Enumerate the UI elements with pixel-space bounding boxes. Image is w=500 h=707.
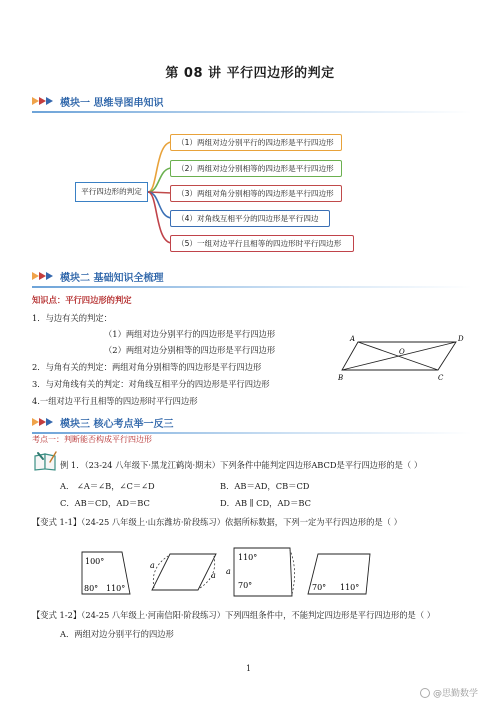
side-label: a	[150, 561, 155, 570]
knowledge-item: 1．与边有关的判定：	[32, 313, 112, 323]
knowledge-item: （2）两组对边分别相等的四边形是平行四边形	[104, 345, 276, 355]
knowledge-item: 2．与角有关的判定：两组对角分别相等的四边形是平行四边形	[32, 362, 262, 372]
triple-arrow-icon	[32, 416, 54, 428]
vertex-label-b: B	[338, 374, 344, 382]
watermark	[420, 686, 478, 699]
mindmap-branch-1: （1）两组对边分别平行的四边形是平行四边形	[170, 134, 342, 151]
example-1-stem: 例 1．（23-24 八年级下·黑龙江鹤岗·期末）下列条件中能判定四边形ABCD是平行四边形的是（ ）	[60, 460, 423, 470]
angle-label: 110°	[106, 584, 126, 593]
page-number: 1	[246, 664, 252, 673]
mindmap-branch-3: （3）两组对角分别相等的四边形是平行四边形	[170, 185, 342, 202]
angle-label: 100°	[85, 557, 105, 566]
kaodian-title: 考点一：判断能否构成平行四边形	[32, 435, 152, 444]
variant-1-1-stem: 【变式 1-1】（24-25 八年级上·山东潍坊·阶段练习）依据所标数据，下列一定为平行四边形的是（ ）	[32, 517, 402, 527]
side-label: a	[211, 571, 216, 580]
knowledge-item: 3．与对角线有关的判定：对角线互相平分的四边形是平行四边形	[32, 379, 270, 389]
mindmap-branch-5: （5）一组对边平行且相等的四边形时平行四边形	[170, 235, 354, 252]
knowledge-item: （1）两组对边分别平行的四边形是平行四边形	[104, 329, 276, 339]
page-title: 第 08 讲 平行四边形的判定	[165, 66, 335, 81]
module-1-label: 模块一 思维导图串知识	[60, 97, 164, 109]
variant-figure-a	[76, 540, 136, 596]
module-3-header	[32, 414, 173, 430]
triple-arrow-icon	[32, 270, 54, 282]
vertex-label-d: D	[458, 335, 464, 343]
knowledge-point-title: 知识点：平行四边形的判定	[32, 295, 132, 305]
angle-label: 80°	[84, 584, 99, 593]
vertex-label-a: A	[350, 335, 356, 343]
module-2-underline	[32, 286, 472, 288]
example-1-option-c: C．AB＝CD，AD＝BC	[60, 498, 150, 508]
knowledge-item: 4.一组对边平行且相等的四边形时平行四边形	[32, 396, 198, 406]
example-1-option-d: D．AB ∥ CD，AD＝BC	[220, 498, 311, 508]
angle-label: 110°	[340, 583, 360, 592]
variant-1-2-stem: 【变式 1-2】（24-25 八年级上·河南信阳·阶段练习）下列四组条件中，不能判定四边形是平行四边形的是（ ）	[32, 610, 436, 620]
side-label: a	[226, 567, 231, 576]
variant-figure-b	[148, 540, 220, 596]
module-2-header	[32, 268, 163, 284]
parallelogram-figure	[338, 330, 468, 382]
module-2-label: 模块二 基础知识全梳理	[60, 272, 164, 284]
angle-label: 70°	[312, 583, 327, 592]
angle-label: 70°	[238, 581, 253, 590]
angle-label: 110°	[238, 553, 258, 562]
book-icon	[32, 450, 60, 472]
variant-figure-c	[226, 540, 298, 598]
mindmap-branch-2: （2）两组对边分别相等的四边形是平行四边形	[170, 160, 342, 177]
mindmap-branch-4: （4）对角线互相平分的四边形是平行四边	[170, 210, 330, 227]
module-3-label: 模块三 核心考点举一反三	[60, 418, 174, 430]
watermark-icon	[420, 688, 430, 698]
mindmap-root: 平行四边形的判定	[75, 182, 148, 202]
variant-1-2-option-a: A．两组对边分别平行的四边形	[60, 629, 174, 639]
variant-figure-d	[304, 546, 374, 598]
watermark-text: @思勤数学	[432, 689, 478, 699]
example-1-option-b: B．AB＝AD，CB＝CD	[220, 481, 310, 491]
vertex-label-c: C	[438, 374, 444, 382]
example-1-option-a: A． ∠A＝∠B，∠C＝∠D	[60, 481, 155, 491]
center-label-o: O	[399, 348, 405, 356]
